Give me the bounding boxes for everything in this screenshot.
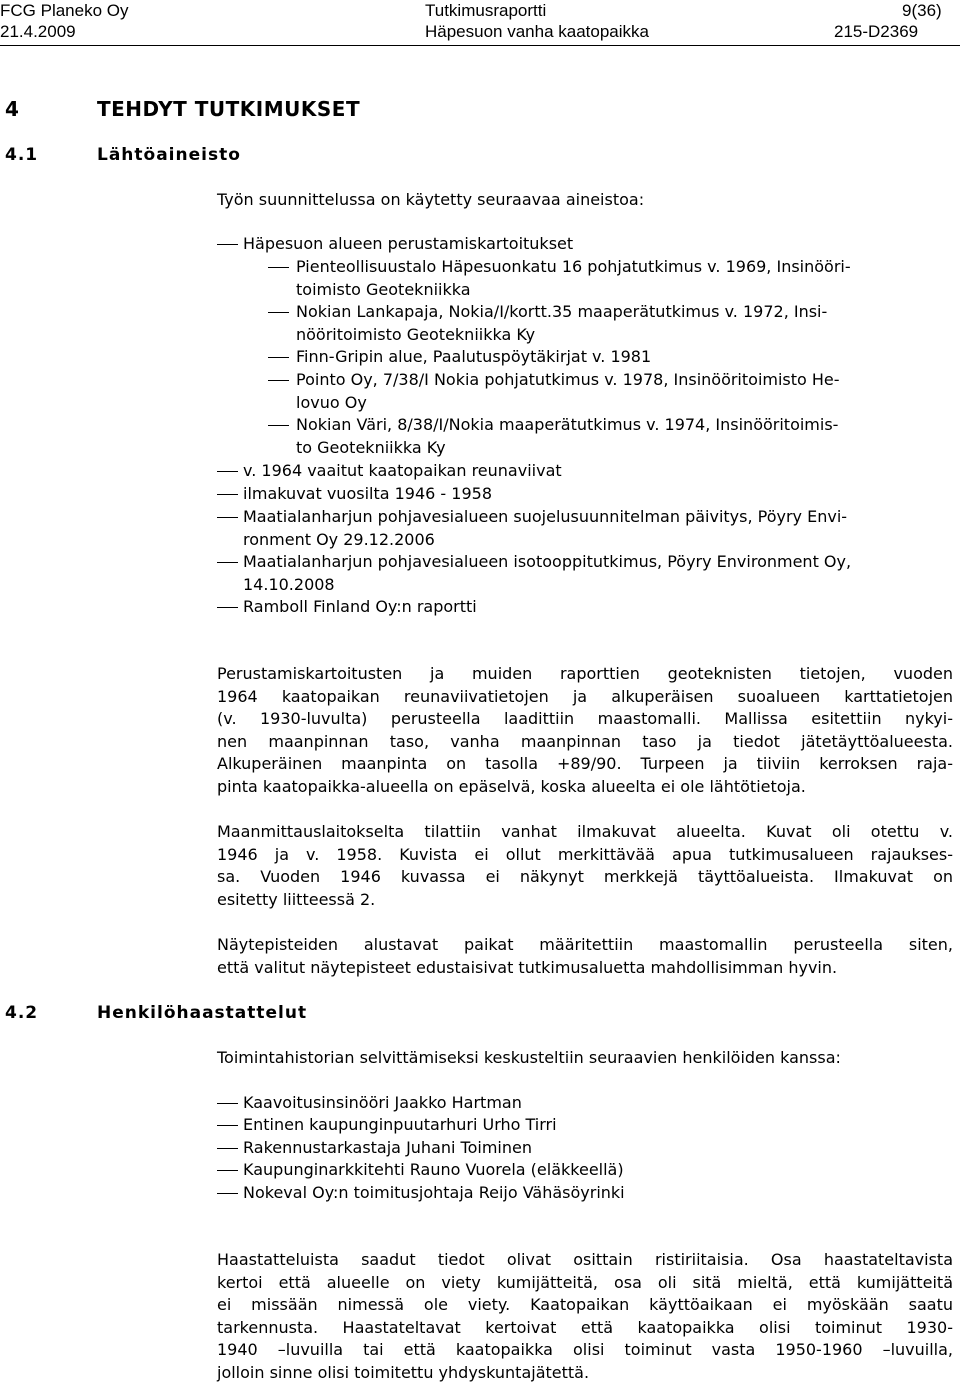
paragraph-line: että valitut näytepisteet edustaisivat tutkimusaluetta mahdollisimman hyvin. xyxy=(217,957,838,977)
header-project-number: 215-D2369 xyxy=(834,22,919,41)
dash-bullet xyxy=(217,1193,238,1194)
paragraph-line: 1940 –luvuilla tai että kaatopaikka olisi toiminut vasta 1950-1960 –luvuilla, xyxy=(217,1340,953,1359)
dash-bullet xyxy=(217,471,238,472)
paragraph-line: 1964 kaatopaikan reunaviivatietojen ja alkuperäisen suoalueen karttatietojen xyxy=(217,686,953,706)
dash-bullet xyxy=(217,562,238,563)
dash-bullet xyxy=(268,312,289,313)
sub-item-text: Pointo Oy, 7/38/I Nokia pohjatutkimus v. 1978, Insinööritoimisto He- xyxy=(296,370,840,389)
dash-bullet xyxy=(268,267,289,268)
dash-bullet xyxy=(217,1125,238,1126)
person-name: Kaavoitusinsinööri Jaakko Hartman xyxy=(243,1093,522,1112)
paragraph-interview-results xyxy=(217,1249,953,1384)
paragraph-line: (v. 1930-luvulta) perusteella laadittiin maastomalli. Mallissa esitettiin nykyi- xyxy=(217,709,953,728)
header-company: FCG Planeko Oy xyxy=(0,1,129,20)
sub-item-text: Finn-Gripin alue, Paalutuspöytäkirjat v. 1981 xyxy=(296,347,652,366)
dash-bullet xyxy=(217,1103,238,1104)
paragraph-sample-points xyxy=(217,934,953,979)
paragraph-line: Haastatteluista saadut tiedot olivat osittain ristiriitaisia. Osa haastateltavista xyxy=(217,1250,953,1269)
paragraph-terrain-model xyxy=(217,663,953,798)
list-item-text-cont: ronment Oy 29.12.2006 xyxy=(243,529,435,549)
person-name: Nokeval Oy:n toimitusjohtaja Reijo Vähäsöyrinki xyxy=(243,1183,625,1202)
section-4-title: TEHDYT TUTKIMUKSET xyxy=(97,97,361,121)
dash-bullet xyxy=(217,1148,238,1149)
list-item-text: ilmakuvat vuosilta 1946 - 1958 xyxy=(243,484,492,503)
paragraph-line: pinta kaatopaikka-alueella on epäselvä, koska alueelta ei ole lähtötietoja. xyxy=(217,776,806,796)
dash-bullet xyxy=(268,357,289,358)
paragraph-line: Alkuperäinen maanpinta on tasolla +89/90. Turpeen ja tiiviin kerroksen raja- xyxy=(217,754,953,773)
section-4-1-number: 4.1 xyxy=(5,145,39,165)
dash-bullet xyxy=(217,607,238,608)
sub-item-text-cont: nööritoimisto Geotekniikka Ky xyxy=(296,324,536,344)
section-4-2-number: 4.2 xyxy=(5,1003,39,1023)
header-date: 21.4.2009 xyxy=(0,22,76,41)
person-name: Kaupunginarkkitehti Rauno Vuorela (eläkkeellä) xyxy=(243,1160,624,1179)
list-item-text: v. 1964 vaaitut kaatopaikan reunaviivat xyxy=(243,461,562,480)
list-item-text: Maatialanharjun pohjavesialueen suojelusuunnitelman päivitys, Pöyry Envi- xyxy=(243,507,848,526)
sub-item-text-cont: lovuo Oy xyxy=(296,392,367,412)
section-4-2-title: Henkilöhaastattelut xyxy=(97,1003,308,1023)
paragraph-aerial-photos xyxy=(217,821,953,911)
sub-item-text: Nokian Lankapaja, Nokia/I/kortt.35 maaperätutkimus v. 1972, Insi- xyxy=(296,302,828,321)
sub-item-text: Nokian Väri, 8/38/I/Nokia maaperätutkimus v. 1974, Insinööritoimis- xyxy=(296,415,839,434)
sub-item-text-cont: to Geotekniikka Ky xyxy=(296,437,446,457)
list-item-text-cont: 14.10.2008 xyxy=(243,574,335,594)
paragraph-line: 1946 ja v. 1958. Kuvista ei ollut merkittävää apua tutkimusalueen rajaukses- xyxy=(217,844,953,864)
paragraph-line: esitetty liitteessä 2. xyxy=(217,889,376,909)
paragraph-line: Perustamiskartoitusten ja muiden raporttien geoteknisten tietojen, vuoden xyxy=(217,664,953,683)
paragraph-line: ei missään nimessä ole viety. Kaatopaikan käyttöaikaan ei myöskään saatu xyxy=(217,1295,953,1314)
paragraph-line: Maanmittauslaitokselta tilattiin vanhat ilmakuvat alueelta. Kuvat oli otettu v. xyxy=(217,822,953,841)
paragraph-line: sa. Vuoden 1946 kuvassa ei näkynyt merkkejä täyttöalueista. Ilmakuvat on xyxy=(217,867,953,886)
paragraph-line: jolloin sinne olisi toimitettu yhdyskuntajätettä. xyxy=(217,1362,590,1382)
section-4-number: 4 xyxy=(5,97,20,121)
list-item-text: Häpesuon alueen perustamiskartoitukset xyxy=(243,234,574,253)
person-name: Rakennustarkastaja Juhani Toiminen xyxy=(243,1138,532,1157)
sub-item-text-cont: toimisto Geotekniikka xyxy=(296,279,471,299)
person-name: Entinen kaupunginpuutarhuri Urho Tirri xyxy=(243,1115,557,1134)
header-page-number: 9(36) xyxy=(902,1,942,20)
paragraph-line: tarkennusta. Haastateltavat kertoivat että kaatopaikka olisi toiminut 1930- xyxy=(217,1317,953,1337)
interview-intro: Toimintahistorian selvittämiseksi keskusteltiin seuraavien henkilöiden kanssa: xyxy=(217,1048,841,1067)
paragraph-line: kertoi että alueelle on viety kumijätteitä, osa oli sitä mieltä, että kumijätteitä xyxy=(217,1272,953,1292)
header-report-type: Tutkimusraportti xyxy=(425,1,547,20)
sub-item-text: Pienteollisuustalo Häpesuonkatu 16 pohjatutkimus v. 1969, Insinööri- xyxy=(296,257,851,276)
dash-bullet xyxy=(217,517,238,518)
header-divider xyxy=(0,45,960,46)
header-project: Häpesuon vanha kaatopaikka xyxy=(425,22,649,41)
dash-bullet xyxy=(217,1170,238,1171)
intro-text: Työn suunnittelussa on käytetty seuraavaa aineistoa: xyxy=(217,190,645,209)
dash-bullet xyxy=(217,494,238,495)
dash-bullet xyxy=(268,380,289,381)
list-item-text: Ramboll Finland Oy:n raportti xyxy=(243,597,477,616)
paragraph-line: Näytepisteiden alustavat paikat määritettiin maastomallin perusteella siten, xyxy=(217,935,953,954)
dash-bullet xyxy=(217,244,238,245)
section-4-1-title: Lähtöaineisto xyxy=(97,145,241,165)
dash-bullet xyxy=(268,425,289,426)
list-item-text: Maatialanharjun pohjavesialueen isotooppitutkimus, Pöyry Environment Oy, xyxy=(243,552,852,571)
paragraph-line: nen maanpinnan taso, vanha maanpinnan taso ja tiedot jätetäyttöalueesta. xyxy=(217,731,953,751)
